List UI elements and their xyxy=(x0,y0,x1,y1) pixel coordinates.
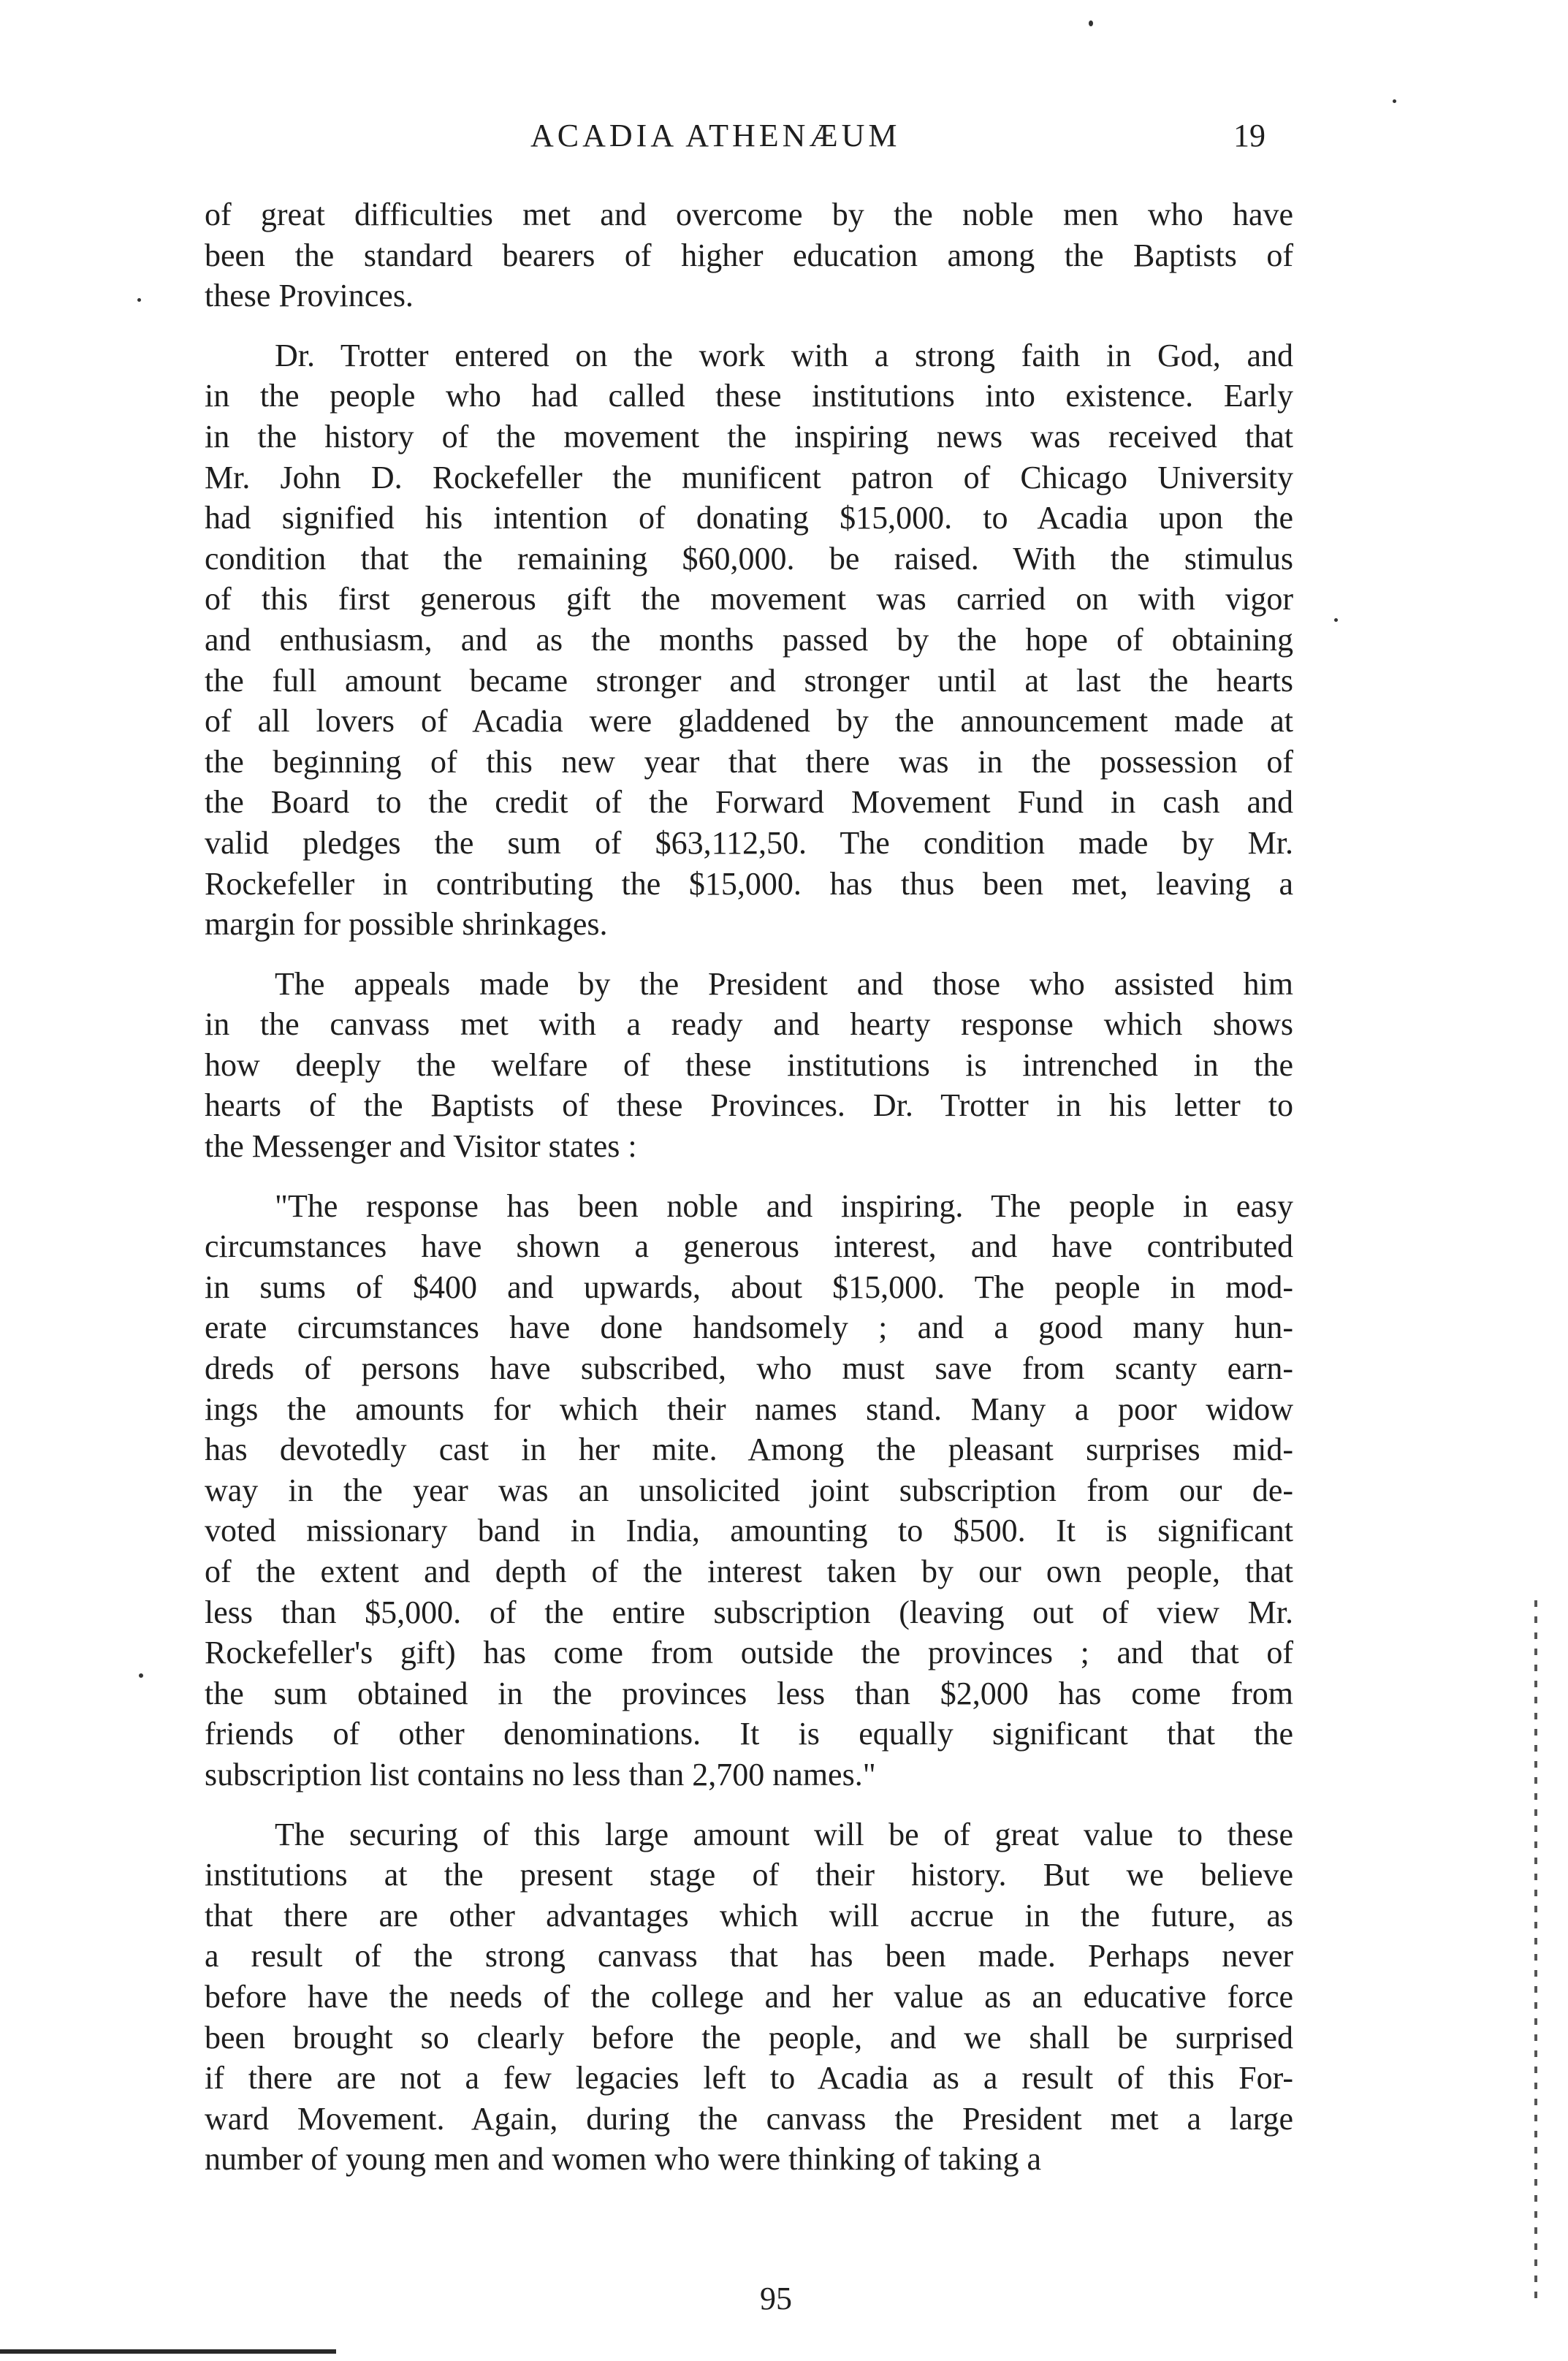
text-line: The appeals made by the President and those who assisted him xyxy=(275,965,1293,1002)
text-line: "The response has been noble and inspiring. The people in easy xyxy=(275,1187,1293,1224)
text-line: way in the year was an unsolicited joint subscription from our de- xyxy=(205,1472,1293,1508)
text-line: how deeply the welfare of these institutions is intrenched in the xyxy=(205,1046,1293,1083)
text-line: condition that the remaining $60,000. be raised. With the stimulus xyxy=(205,540,1293,577)
text-line: the full amount became stronger and stronger until at last the hearts xyxy=(205,662,1293,699)
text-line: valid pledges the sum of $63,112,50. The condition made by Mr. xyxy=(205,824,1293,861)
text-line: Dr. Trotter entered on the work with a strong faith in God, and xyxy=(275,337,1293,373)
text-line: the beginning of this new year that there was in the possession of xyxy=(205,743,1293,780)
text-line: Mr. John D. Rockefeller the munificent patron of Chicago University xyxy=(205,459,1293,495)
text-line: the Messenger and Visitor states : xyxy=(205,1128,637,1165)
running-head xyxy=(0,117,1568,161)
text-line: friends of other denominations. It is equally significant that the xyxy=(205,1716,1293,1752)
text-line: circumstances have shown a generous interest, and have contributed xyxy=(205,1228,1293,1265)
text-line: in sums of $400 and upwards, about $15,000. The people in mod- xyxy=(205,1269,1293,1305)
text-line: the Board to the credit of the Forward Movement Fund in cash and xyxy=(205,784,1293,821)
paragraph xyxy=(205,1186,1293,1795)
paragraph xyxy=(205,194,1293,316)
text-line: The securing of this large amount will be of great value to these xyxy=(275,1816,1293,1852)
text-line: Rockefeller in contributing the $15,000. has thus been met, leaving a xyxy=(205,865,1293,902)
text-line: has devotedly cast in her mite. Among the pleasant surprises mid- xyxy=(205,1432,1293,1468)
paragraph xyxy=(205,964,1293,1167)
text-line: had signified his intention of donating $15,000. to Acadia upon the xyxy=(205,500,1293,536)
scan-speck xyxy=(137,298,141,302)
text-line: the sum obtained in the provinces less than $2,000 has come from xyxy=(205,1675,1293,1711)
text-line: margin for possible shrinkages. xyxy=(205,906,608,943)
paragraph-gap xyxy=(205,1167,1293,1186)
page-number: 19 xyxy=(1233,118,1266,153)
text-line: of this first generous gift the movement was carried on with vigor xyxy=(205,581,1293,617)
text-line: these Provinces. xyxy=(205,278,414,314)
text-line: institutions at the present stage of their history. But we believe xyxy=(205,1857,1293,1893)
text-line: ward Movement. Again, during the canvass the President met a large xyxy=(205,2100,1293,2137)
text-line: a result of the strong canvass that has been made. Perhaps never xyxy=(205,1938,1293,1974)
scan-speck xyxy=(1334,618,1338,622)
text-line: in the history of the movement the inspiring news was received that xyxy=(205,418,1293,455)
paragraph-gap xyxy=(205,1795,1293,1814)
text-line: before have the needs of the college and her value as an educative force xyxy=(205,1978,1293,2015)
paragraph-gap xyxy=(205,945,1293,964)
text-line: of great difficulties met and overcome by the noble men who have xyxy=(205,197,1293,232)
text-line: ings the amounts for which their names stand. Many a poor widow xyxy=(205,1391,1293,1427)
text-line: less than $5,000. of the entire subscription (leaving out of view Mr. xyxy=(205,1594,1293,1630)
text-line: in the people who had called these institutions into existence. Early xyxy=(205,378,1293,414)
paragraph xyxy=(205,1814,1293,2180)
text-line: in the canvass met with a ready and hearty response which shows xyxy=(205,1006,1293,1043)
scan-speck xyxy=(139,1673,143,1678)
scan-edge-marks xyxy=(1534,1600,1537,2302)
body-text xyxy=(205,194,1293,2180)
scan-speck xyxy=(1089,20,1093,26)
text-line: of all lovers of Acadia were gladdened by the announcement made at xyxy=(205,703,1293,740)
folio-number: 95 xyxy=(760,2281,792,2316)
text-line: erate circumstances have done handsomely ; and a good many hun- xyxy=(205,1309,1293,1346)
text-line: subscription list contains no less than 2,700 names." xyxy=(205,1756,876,1792)
paragraph-gap xyxy=(205,316,1293,335)
text-line: voted missionary band in India, amounting to $500. It is significant xyxy=(205,1513,1293,1549)
text-line: if there are not a few legacies left to Acadia as a result of this For- xyxy=(205,2060,1293,2096)
scan-speck xyxy=(1393,99,1396,103)
paragraph xyxy=(205,335,1293,945)
scan-edge-rule xyxy=(0,2349,336,2354)
text-line: that there are other advantages which will accrue in the future, as xyxy=(205,1897,1293,1934)
text-line: of the extent and depth of the interest taken by our own people, that xyxy=(205,1554,1293,1589)
text-line: and enthusiasm, and as the months passed by the hope of obtaining xyxy=(205,621,1293,658)
text-line: number of young men and women who were thinking of taking a xyxy=(205,2141,1041,2178)
text-line: been the standard bearers of higher education among the Baptists of xyxy=(205,237,1293,273)
text-line: Rockefeller's gift) has come from outside the provinces ; and that of xyxy=(205,1635,1293,1671)
running-title: ACADIA ATHENÆUM xyxy=(530,118,901,153)
text-line: hearts of the Baptists of these Provinces. Dr. Trotter in his letter to xyxy=(205,1087,1293,1124)
text-line: been brought so clearly before the people, and we shall be surprised xyxy=(205,2019,1293,2056)
text-line: dreds of persons have subscribed, who must save from scanty earn- xyxy=(205,1350,1293,1387)
